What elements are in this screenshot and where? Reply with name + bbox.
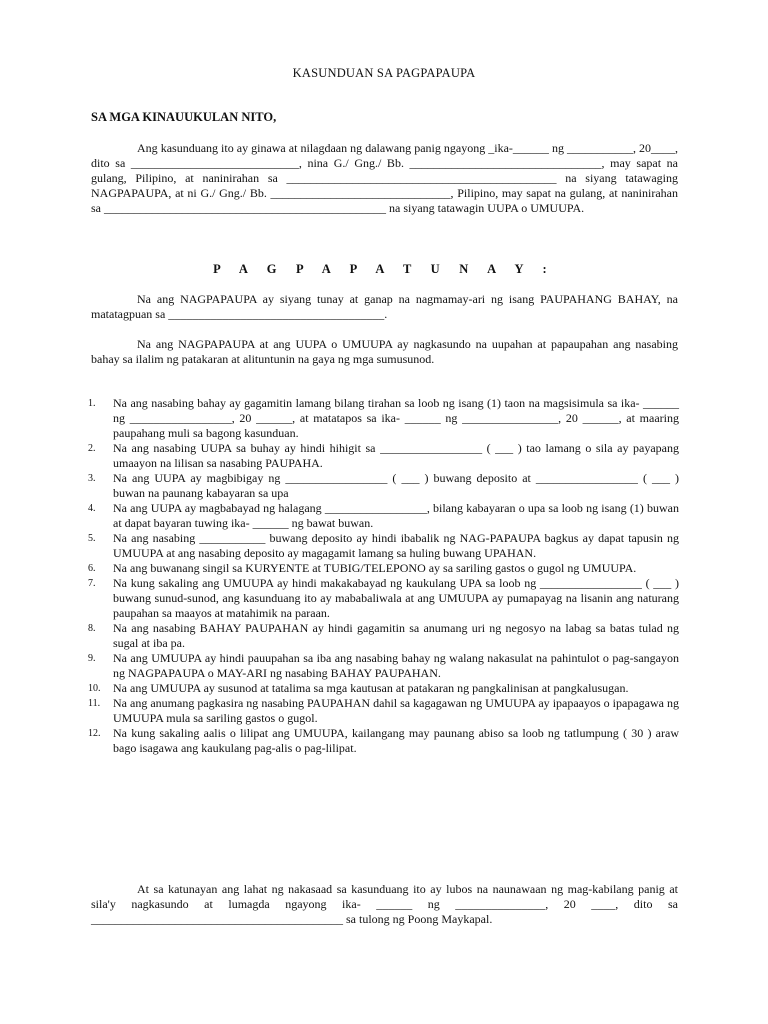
ownership-paragraph: Na ang NAGPAPAUPA ay siyang tunay at ganap na nagmamay-ari ng isang PAUPAHANG BAHAY, na matatagpuan sa ____________________________________. xyxy=(91,292,678,321)
document-title: KASUNDUAN SA PAGPAPAUPA xyxy=(292,66,476,80)
list-item xyxy=(88,441,679,471)
list-item xyxy=(88,621,679,651)
list-item xyxy=(88,471,679,501)
item-number: 11. xyxy=(88,698,101,709)
list-item xyxy=(88,681,679,696)
item-text: Na ang UMUUPA ay susunod at tatalima sa mga kautusan at patakaran ng pangkalinisan at pangkalusugan. xyxy=(113,681,629,695)
agreement-paragraph: Na ang NAGPAPAUPA at ang UUPA o UMUUPA ay nagkasundo na uupahan at papaupahan ang nasabing bahay sa ilalim ng patakaran at alituntunin na gaya ng mga sumusunod. xyxy=(91,337,678,366)
item-number: 3. xyxy=(88,473,96,484)
salutation: SA MGA KINAUUKULAN NITO, xyxy=(91,110,277,124)
item-number: 12. xyxy=(88,728,101,739)
list-item xyxy=(88,396,679,441)
item-number: 7. xyxy=(88,578,96,589)
item-text: Na ang buwanang singil sa KURYENTE at TUBIG/TELEPONO ay sa sariling gastos o gugol ng UMUUPA. xyxy=(113,561,637,575)
list-item xyxy=(88,501,679,531)
list-item xyxy=(88,696,679,726)
item-text: Na kung sakaling aalis o lilipat ang UMUUPA, kailangang may paunang abiso sa loob ng tatlumpung ( 30 ) araw bago isagawa ang kaukulang pag-alis o pag-lilipat. xyxy=(113,726,679,755)
item-number: 4. xyxy=(88,503,96,514)
item-number: 8. xyxy=(88,623,96,634)
item-number: 9. xyxy=(88,653,96,664)
list-item xyxy=(88,531,679,561)
item-text: Na ang nasabing BAHAY PAUPAHAN ay hindi gagamitin sa anumang uri ng negosyo na labag sa batas tulad ng sugal at iba pa. xyxy=(113,621,679,650)
item-number: 1. xyxy=(88,398,96,409)
item-text: Na kung sakaling ang UMUUPA ay hindi makakabayad ng kaukulang UPA sa loob ng _________________ ( ___ ) buwang sunud-sunod, ang kasunduang ito ay mababaliwala at ang UMUUPA ay pumapayag na lisanin ang naturang paupahan sa maayos at matahimik na paraan. xyxy=(113,576,679,620)
list-item xyxy=(88,576,679,621)
list-item xyxy=(88,561,679,576)
item-text: Na ang nasabing bahay ay gagamitin lamang bilang tirahan sa loob ng isang (1) taon na magsisimula sa ika- ______ ng _________________, 20 ______, at matatapos sa ika- ______ ng ________________, 20 ______, at maaring paupahang muli sa bagong kasunduan. xyxy=(113,396,679,440)
list-item xyxy=(88,651,679,681)
item-text: Na ang UUPA ay magbabayad ng halagang _________________, bilang kabayaran o upa sa loob ng isang (1) buwan at dapat bayaran tuwing ika- ______ ng bawat buwan. xyxy=(113,501,679,530)
closing-paragraph: At sa katunayan ang lahat ng nakasaad sa kasunduang ito ay lubos na naunawaan ng mag-kabilang panig at sila'y nagkasundo at lumagda ngayong ika- ______ ng _______________, 20 ____, dito sa __________________________________________ sa tulong ng Poong Maykapal. xyxy=(91,882,678,926)
item-number: 10. xyxy=(88,683,101,694)
item-number: 2. xyxy=(88,443,96,454)
item-text: Na ang nasabing ___________ buwang deposito ay hindi ibabalik ng NAG-PAPAUPA bagkus ay dapat tapusin ng UMUUPA at ang nasabing deposito ay magagamit lamang sa huling buwang UPAHAN. xyxy=(113,531,679,560)
item-number: 5. xyxy=(88,533,96,544)
item-text: Na ang UUPA ay magbibigay ng _________________ ( ___ ) buwang deposito at _________________ ( ___ ) buwan na paunang kabayaran sa upa xyxy=(113,471,679,500)
intro-paragraph: Ang kasunduang ito ay ginawa at nilagdaan ng dalawang panig ngayong _ika-______ ng ___________, 20____, dito sa ____________________________, nina G./ Gng./ Bb. ________________________________, may sapat na gulang, Pilipino, at naninirahan sa _____________________________________________ na siyang tatawaging NAGPAPAUPA, at ni G./ Gng./ Bb. ______________________________, Pilipino, may sapat na gulang, at naninirahan sa _______________________________________________ na siyang tatawagin UUPA o UMUUPA. xyxy=(91,141,678,215)
item-text: Na ang UMUUPA ay hindi pauupahan sa iba ang nasabing bahay ng walang nakasulat na pahintulot o pag-sangayon ng NAGPAPAUPA o MAY-ARI ng nasabing BAHAY PAUPAHAN. xyxy=(113,651,679,680)
section-heading: P A G P A P A T U N A Y : xyxy=(213,262,555,276)
item-number: 6. xyxy=(88,563,96,574)
item-text: Na ang anumang pagkasira ng nasabing PAUPAHAN dahil sa kagagawan ng UMUUPA ay ipapaayos o ipapagawa ng UMUUPA mula sa sariling gastos o gugol. xyxy=(113,696,679,725)
list-item xyxy=(88,726,679,756)
item-text: Na ang nasabing UUPA sa buhay ay hindi hihigit sa _________________ ( ___ ) tao lamang o sila ay payapang umaayon na lilisan sa nasabing PAUPAHA. xyxy=(113,441,679,470)
terms-list xyxy=(88,396,679,756)
